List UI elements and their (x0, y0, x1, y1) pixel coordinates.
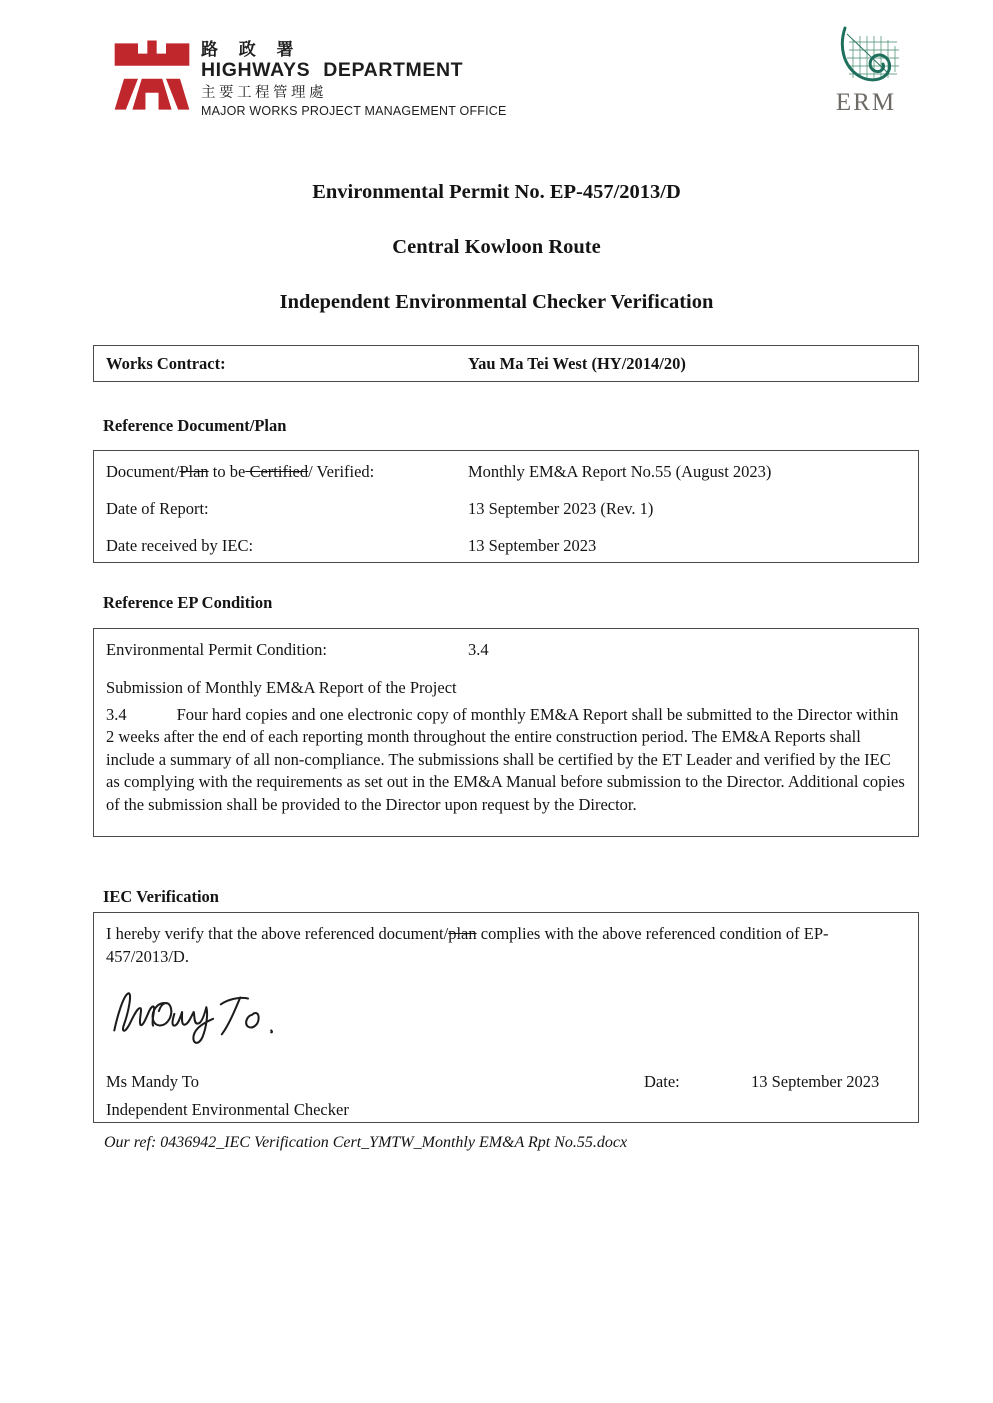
iec-statement (106, 922, 906, 968)
reference-document-box (93, 450, 919, 563)
date-received-value: 13 September 2023 (468, 536, 597, 555)
signatory-name: Ms Mandy To (106, 1072, 199, 1091)
page-title-permit-no: Environmental Permit No. EP-457/2013/D (312, 181, 681, 203)
table-row-date-received (106, 534, 906, 558)
date-received-label: Date received by IEC: (106, 536, 254, 555)
document-label-strike-plan: Plan (179, 462, 209, 481)
header-department-text (201, 41, 507, 118)
office-name-chinese: 主要工程管理處 (201, 85, 327, 101)
office-name-english: MAJOR WORKS PROJECT MANAGEMENT OFFICE (201, 104, 507, 118)
erm-wordmark: ERM (835, 89, 897, 116)
works-contract-box (93, 345, 919, 382)
document-label-mid: to be (208, 462, 246, 481)
ep-condition-heading: Reference EP Condition (103, 593, 273, 612)
works-contract-label: Works Contract: (106, 353, 226, 373)
ep-condition-box (93, 628, 919, 837)
works-contract-value: Yau Ma Tei West (HY/2014/20) (468, 353, 686, 373)
page-title-project: Central Kowloon Route (392, 236, 601, 258)
reference-document-heading: Reference Document/Plan (103, 416, 287, 435)
clause-number: 3.4 (106, 705, 127, 724)
clause-text: Four hard copies and one electronic copy of monthly EM&A Report shall be submitted to the Director within 2 weeks after the end of each reporting month throughout the entire construction period. The EM&A Reports shall include a summary of all non-compliance. The submissions shall be certified by the ET Leader and verified by the IEC as complying with the requirements as set out in the EM&A Manual before submission to the Director. Additional copies of the submission shall be provided to the Director upon request by the Director. (106, 705, 905, 814)
our-ref-line: Our ref: 0436942_IEC Verification Cert_YMTW_Monthly EM&A Rpt No.55.docx (104, 1134, 628, 1151)
erm-logo (831, 26, 901, 117)
iec-statement-post: complies with the above referenced condition of EP-457/2013/D. (106, 924, 829, 966)
iec-verification-box (93, 912, 919, 1123)
ep-condition-label: Environmental Permit Condition: (106, 640, 327, 659)
signatory-title: Independent Environmental Checker (106, 1100, 349, 1119)
iec-verification-heading: IEC Verification (103, 887, 219, 906)
document-label-post: / Verified: (308, 462, 375, 481)
ep-condition-value: 3.4 (468, 640, 489, 659)
signature-image (108, 982, 906, 1049)
table-row-date-of-report (106, 497, 906, 521)
table-row-ep-condition (106, 638, 906, 662)
document-label (106, 460, 468, 484)
document-value: Monthly EM&A Report No.55 (August 2023) (468, 462, 772, 481)
department-name-english: HIGHWAYS DEPARTMENT (201, 59, 464, 81)
table-row-document (106, 460, 906, 484)
document-label-strike-certified: Certified (245, 462, 309, 481)
ep-condition-subject: Submission of Monthly EM&A Report of the Project (106, 678, 457, 697)
date-value: 13 September 2023 (751, 1072, 880, 1091)
date-of-report-label: Date of Report: (106, 499, 209, 518)
ep-condition-clause (106, 704, 906, 816)
highways-department-logo-icon (110, 34, 194, 123)
date-label: Date: (644, 1072, 680, 1091)
erm-fern-icon (831, 26, 901, 86)
department-name-chinese: 路 政 署 (201, 40, 302, 59)
signatory-row (106, 1072, 906, 1091)
iec-statement-strike-plan: plan (448, 924, 477, 943)
page-title-doc-type: Independent Environmental Checker Verification (279, 291, 714, 313)
document-label-pre: Document/ (106, 462, 180, 481)
date-of-report-value: 13 September 2023 (Rev. 1) (468, 499, 654, 518)
iec-statement-pre: I hereby verify that the above referenced document/ (106, 924, 449, 943)
